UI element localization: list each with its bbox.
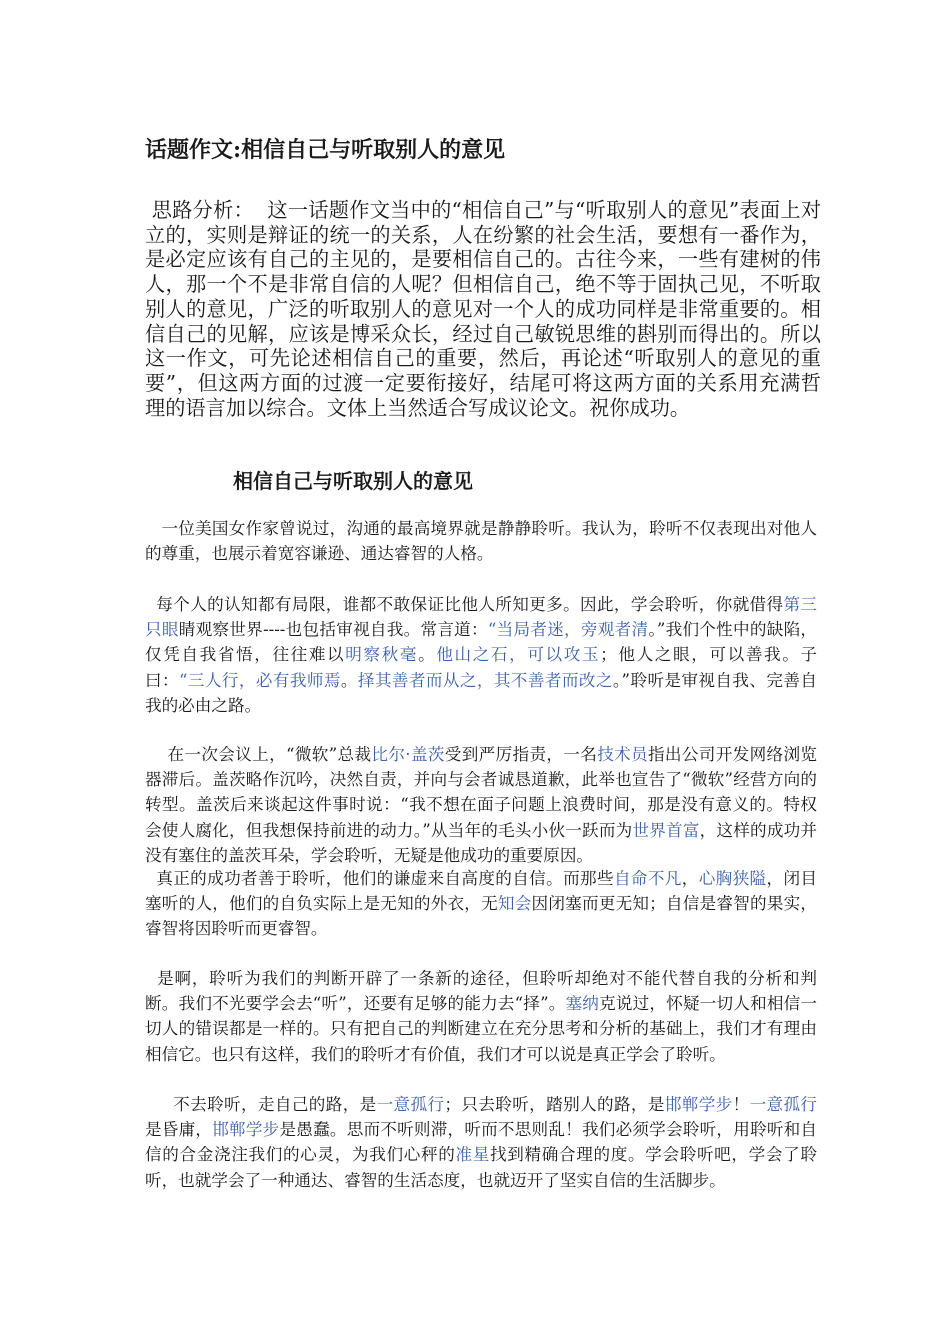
paragraph-text: 是愚蠢。思而不听则滞，听而不思则乱！我们必须学会聆听，用聆听和自信的合金浇注我们的心灵，为我们心秤的 [145, 1120, 818, 1165]
paragraph-text: 睛观察世界----也包括审视自我。常言道： [178, 620, 488, 640]
paragraph-text: ；只去聆听，踏别人的路，是 [444, 1095, 665, 1114]
document-title: 话题作文:相信自己与听取别人的意见 [145, 137, 506, 163]
link-zhunxing[interactable]: 准星 [455, 1145, 490, 1165]
link-proverb-onlooker[interactable]: “当局者迷，旁观者清 [487, 620, 649, 640]
paragraph-text: ；他人之眼，可以善我。子曰： [145, 645, 818, 690]
paragraph-text: 在一次会议上，“微软”总裁 [145, 745, 372, 764]
paragraph-text: 克说过，怀疑一切人和相信一切人的错误都是一样的。只有把自己的判断建立在充分思考和分析的基础上，我们才有理由相信它。也只有这样，我们的聆听才有价值，我们才可以说是真正学会了聆听。 [145, 994, 818, 1064]
link-yiyiguxing-2[interactable]: 一意孤行 [749, 1095, 818, 1114]
paragraph-text: 。 [418, 645, 437, 665]
paragraph-text: ，闭目塞听的人，他们的自负实际上是无知的外衣，无 [145, 869, 818, 914]
paragraph-text: 是昏庸， [145, 1120, 213, 1140]
paragraph-text: 。”我们个性中的缺陷，仅凭自我省悟，往往难以 [145, 620, 818, 665]
link-third-eye[interactable]: 第三只眼 [145, 595, 817, 640]
essay-title: 相信自己与听取别人的意见 [233, 469, 473, 493]
paragraph-text: 。 [340, 670, 358, 690]
paragraph-text: 真正的成功者善于聆听，他们的谦虚来自高度的自信。而那些 [145, 869, 614, 888]
paragraph-text: 每个人的认知都有局限，谁都不敢保证比他人所知更多。因此，学会聆听，你就借得 [145, 595, 784, 614]
paragraph-text: 受到严厉指责，一名 [444, 745, 598, 764]
essay-paragraph-3 [145, 742, 817, 868]
link-seneca[interactable]: 塞纳 [565, 994, 600, 1014]
paragraph-text: ！ [732, 1095, 750, 1114]
essay-paragraph-5 [145, 966, 817, 1067]
link-technician[interactable]: 技术员 [597, 745, 648, 764]
paragraph-text: 不去聆听，走自己的路，是 [145, 1095, 377, 1114]
essay-paragraph-4 [145, 866, 817, 942]
link-richest-person[interactable]: 世界首富 [632, 820, 700, 840]
link-sanrenxing[interactable]: “三人行，必有我师焉 [179, 670, 341, 690]
paragraph-text: 因闭塞而更无知；自信是睿智的果实，睿智将因聆听而更睿智。 [145, 894, 818, 939]
paragraph-text: ， [681, 869, 699, 888]
paragraph-text: 找到精确合理的度。学会聆听吧，学会了聆听，也就学会了一种通达、睿智的生活态度，也就迈开了坚实自信的生活脚步。 [145, 1145, 818, 1190]
link-yiyiguxing[interactable]: 一意孤行 [376, 1095, 445, 1114]
essay-paragraph-2 [145, 592, 817, 718]
essay-paragraph-6 [145, 1092, 817, 1193]
link-handanxuebu-2[interactable]: 邯郸学步 [212, 1120, 280, 1140]
link-xinxiongxiaai[interactable]: 心胸狭隘 [698, 869, 767, 888]
essay-paragraph-1: 一位美国女作家曾说过，沟通的最高境界就是静静聆听。我认为，聆听不仅表现出对他人的尊重，也展示着宽容谦逊、通达睿智的人格。 [145, 519, 817, 564]
link-handanxuebu[interactable]: 邯郸学步 [664, 1095, 733, 1114]
paragraph-text: 指出公司开发网络浏览器滞后。盖茨略作沉吟，决然自责，并向与会者诚恳道歉，此举也宣告了“微软”经营方向的转型。盖茨后来谈起这件事时说：“我不想在面子问题上浪费时间，那是没有意义的。特权会使人腐化，但我想保持前进的动力。”从当年的毛头小伙一跃而为 [145, 745, 818, 840]
link-zhihui[interactable]: 知会 [497, 894, 532, 914]
paragraph-text: 是啊，聆听为我们的判断开辟了一条新的途径，但聆听却绝对不能代替自我的分析和判断。我们不光要学会去“听”，还要有足够的能力去“择”。 [145, 969, 817, 1014]
link-zimingbufan[interactable]: 自命不凡 [613, 869, 682, 888]
link-tashanzhishi[interactable]: 他山之石，可以攻玉 [436, 645, 601, 665]
paragraph-text: ，这样的成功并没有塞住的盖茨耳朵，学会聆听，无疑是他成功的重要原因。 [145, 820, 818, 865]
analysis-paragraph: 思路分析： 这一话题作文当中的“相信自己”与“听取别人的意见”表面上对立的，实则是辩证的统一的关系，人在纷繁的社会生活，要想有一番作为，是必定应该有自己的主见的，是要相信自己的。古往今来，一些有建树的伟人，那一个不是非常自信的人呢？但相信自己，绝不等于固执己见，不听取别人的意见，广泛的听取别人的意见对一个人的成功同样是非常重要的。相信自己的见解，应该是博采众长，经过自己敏锐思维的斟别而得出的。所以这一作文，可先论述相信自己的重要，然后，再论述“听取别人的意见的重要”，但这两方面的过渡一定要衔接好，结尾可将这两方面的关系用充满哲理的语言加以综合。文体上当然适合写成议论文。祝你成功。 [145, 198, 822, 420]
paragraph-text: 。”聆听是审视自我、完善自我的必由之路。 [145, 670, 818, 715]
link-zeqishanzhe[interactable]: 择其善者而从之，其不善者而改之 [357, 670, 613, 690]
link-mingchaqiuhao[interactable]: 明察秋毫 [345, 645, 419, 665]
link-bill-gates[interactable]: 比尔·盖茨 [371, 745, 445, 764]
